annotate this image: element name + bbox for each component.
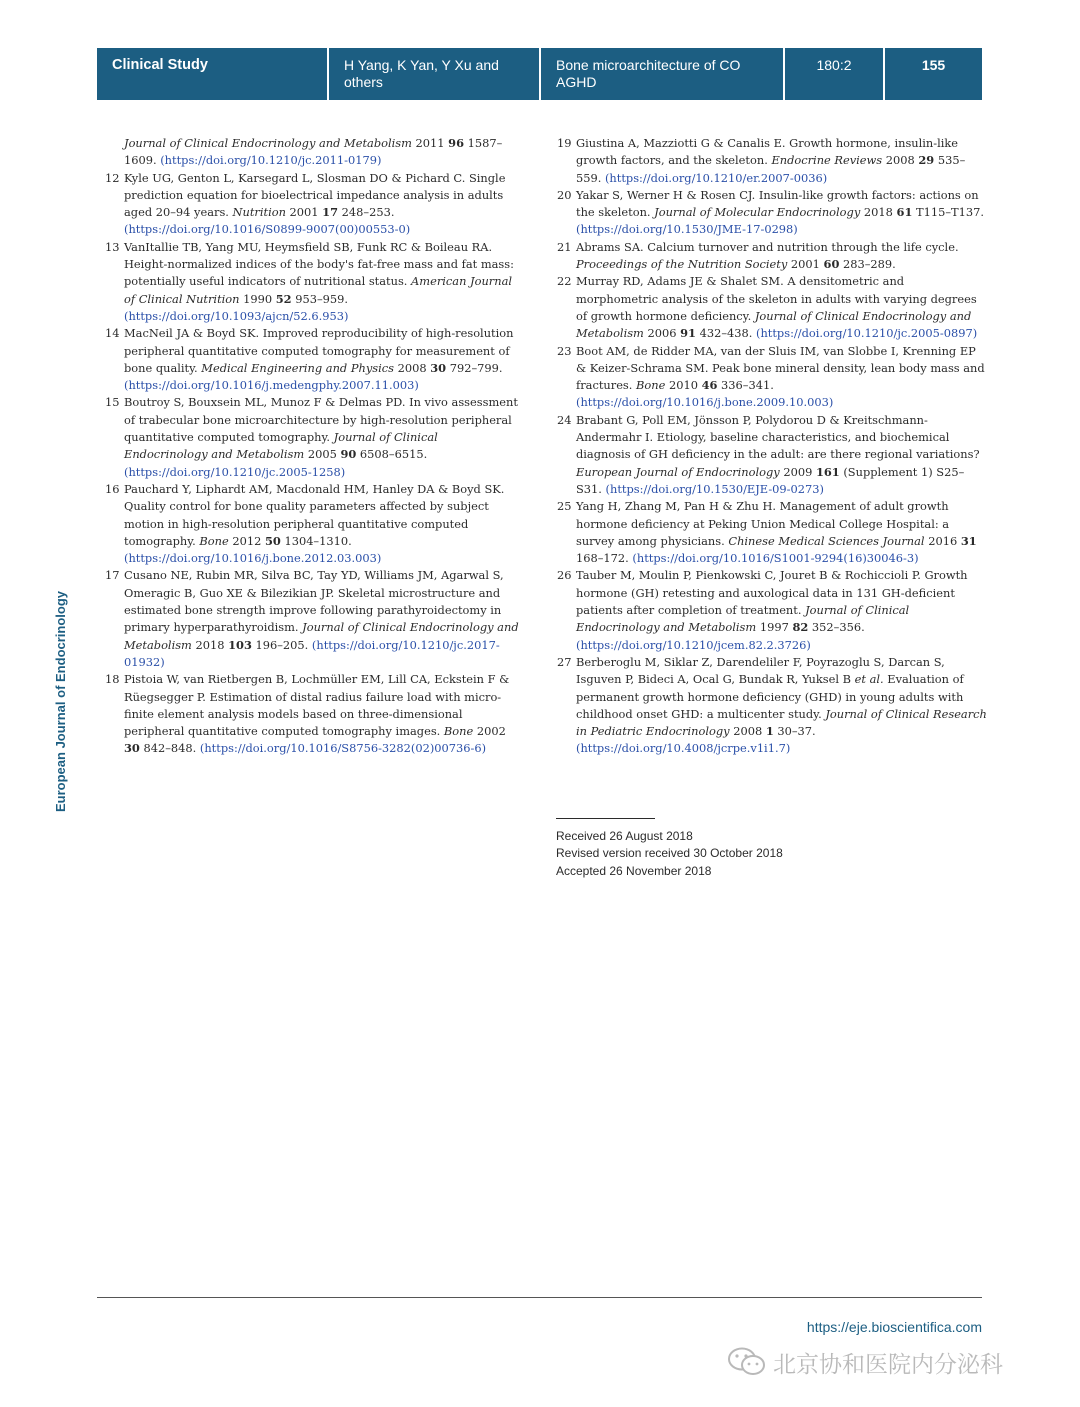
running-header (97, 48, 982, 100)
reference-text: Berberoglu M, Siklar Z, Darendeliler F, Poyrazoglu S, Darcan S, Isguven P, Bideci A, Ocal G, Bundak R, Yuksel B et al. Evaluation of permanent growth hormone deficiency (GHD) in young adults with childhood onset GHD: a multicenter study. Journal of Clinical Research in Pediatric Endocrinology 2008 1 30–37. (https://doi.org/10.4008/jcrpe.v1i1.7) (576, 654, 987, 756)
reference-text: Murray RD, Adams JE & Shalet SM. A densitometric and morphometric analysis of the skeleton in adults with varying degrees of growth hormone deficiency. Journal of Clinical Endocrinology and Metabolism 2006 91 432–438. (https://doi.org/10.1210/jc.2005-0897) (576, 274, 978, 341)
reference-number: 12 (105, 170, 120, 185)
doi-link[interactable]: (https://doi.org/10.1016/j.bone.2012.03.003) (124, 551, 382, 566)
reference-text: Cusano NE, Rubin MR, Silva BC, Tay YD, Williams JM, Agarwal S, Omeragic B, Guo XE & Bilezikian JP. Skeletal microstructure and estimated bone strength improve following parathyroidectomy in primary hyperparathyroidism. Journal of Clinical Endocrinology and Metabolism 2018 103 196–205. (https://doi.org/10.1210/jc.2017-01932) (124, 568, 519, 669)
journal-sidebar (52, 566, 70, 812)
reference-number: 25 (557, 499, 572, 514)
section-label: Clinical Study (112, 57, 208, 73)
reference-number: 16 (105, 481, 120, 496)
journal-url-link[interactable]: https://eje.bioscientifica.com (806, 1319, 982, 1335)
doi-link[interactable]: (https://doi.org/10.1016/j.medengphy.2007.11.003) (124, 378, 419, 393)
reference-text: Journal of Clinical Endocrinology and Metabolism 2011 96 1587–1609. (https://doi.org/10.1210/jc.2011-0179) (124, 136, 503, 168)
accepted-date: Accepted 26 November 2018 (556, 863, 712, 878)
reference-number: 14 (105, 326, 120, 341)
reference-text: Giustina A, Mazziotti G & Canalis E. Growth hormone, insulin-like growth factors, and the skeleton. Endocrine Reviews 2008 29 535–559. (https://doi.org/10.1210/er.2007-0036) (576, 136, 966, 185)
doi-link[interactable]: (https://doi.org/10.1210/jc.2005-0897) (756, 326, 978, 341)
reference-text: Pistoia W, van Rietbergen B, Lochmüller EM, Lill CA, Eckstein F & Rüegsegger P. Estimation of distal radius failure load with micro-finite element analysis models based on three-dimensional peripheral quantitative computed tomography images. Bone 2002 30 842–848. (https://doi.org/10.1016/S8756-3282(02)00736-6) (124, 672, 510, 756)
reference-item (557, 273, 987, 342)
reference-text: VanItallie TB, Yang MU, Heymsfield SB, Funk RC & Boileau RA. Height-normalized indices of the body's fat-free mass and fat mass: potentially useful indicators of nutritional status. American Journal of Clinical Nutrition 1990 52 953–959. (https://doi.org/10.1093/ajcn/52.6.953) (124, 239, 514, 323)
doi-link[interactable]: (https://doi.org/10.1093/ajcn/52.6.953) (124, 308, 349, 323)
reference-item (105, 239, 523, 325)
header-title: Bone microarchitecture of CO AGHD (539, 48, 783, 100)
revised-date: Revised version received 30 October 2018 (556, 846, 783, 861)
references-left-column (105, 135, 523, 758)
header-authors: H Yang, K Yan, Y Xu and others (327, 48, 539, 100)
doi-link[interactable]: (https://doi.org/10.1210/er.2007-0036) (604, 170, 828, 185)
reference-number: 23 (557, 343, 572, 358)
doi-link[interactable]: (https://doi.org/10.1210/jcem.82.2.3726) (576, 637, 811, 652)
references-right-column (557, 135, 987, 758)
doi-link[interactable]: (https://doi.org/10.1530/JME-17-0298) (576, 222, 798, 237)
reference-text: Abrams SA. Calcium turnover and nutrition through the life cycle. Proceedings of the Nutrition Society 2001 60 283–289. (576, 239, 959, 272)
article-dates (556, 828, 783, 880)
doi-link[interactable]: (https://doi.org/10.1016/j.bone.2009.10.003) (576, 395, 834, 410)
doi-link[interactable]: (https://doi.org/10.1016/S8756-3282(02)00736-6) (199, 741, 487, 756)
reference-item (105, 135, 523, 170)
doi-link[interactable]: (https://doi.org/10.1210/jc.2011-0179) (160, 153, 382, 168)
footer-divider (97, 1297, 982, 1298)
reference-item (557, 498, 987, 567)
header-volume: 180:2 (783, 48, 883, 100)
reference-number: 20 (557, 187, 572, 202)
reference-number: 19 (557, 136, 572, 150)
reference-number: 24 (557, 412, 572, 427)
reference-item (557, 187, 987, 239)
wechat-icon (727, 1346, 767, 1378)
reference-item (557, 135, 987, 187)
doi-link[interactable]: (https://doi.org/10.1530/EJE-09-0273) (605, 481, 824, 496)
reference-number: 17 (105, 568, 120, 583)
reference-text: MacNeil JA & Boyd SK. Improved reproducibility of high-resolution peripheral quantitative computed tomography for measurement of bone quality. Medical Engineering and Physics 2008 30 792–799. (https://doi.org/10.1016/j.medengphy.2007.11.003) (124, 326, 514, 393)
reference-item (105, 325, 523, 394)
reference-number: 26 (557, 568, 572, 583)
reference-text: Brabant G, Poll EM, Jönsson P, Polydorou D & Kreitschmann-Andermahr I. Etiology, baseline characteristics, and biochemical diagnosis of GH deficiency in the adult: are there regional variations? European Journal of Endocrinology 2009 161 (Supplement 1) S25–S31. (https://doi.org/10.1530/EJE-09-0273) (576, 412, 980, 496)
doi-link[interactable]: (https://doi.org/10.1210/jc.2017-01932) (124, 637, 500, 669)
reference-text: Kyle UG, Genton L, Karsegard L, Slosman DO & Pichard C. Single prediction equation for bioelectrical impedance analysis in adults aged 20–94 years. Nutrition 2001 17 248–253. (https://doi.org/10.1016/S0899-9007(00)00553-0) (124, 170, 506, 237)
reference-text: Pauchard Y, Liphardt AM, Macdonald HM, Hanley DA & Boyd SK. Quality control for bone quality parameters affected by subject motion in high-resolution peripheral quantitative computed tomography. Bone 2012 50 1304–1310. (https://doi.org/10.1016/j.bone.2012.03.003) (124, 481, 505, 566)
reference-item (557, 412, 987, 498)
reference-number: 13 (105, 239, 120, 254)
reference-item (557, 654, 987, 758)
reference-text: Yakar S, Werner H & Rosen CJ. Insulin-like growth factors: actions on the skeleton. Journal of Molecular Endocrinology 2018 61 T115–T137. (https://doi.org/10.1530/JME-17-0298) (576, 187, 984, 237)
reference-item (105, 671, 523, 757)
watermark-text: 北京协和医院内分泌科 (773, 1351, 1003, 1378)
watermark (727, 1342, 1052, 1382)
reference-text: Yang H, Zhang M, Pan H & Zhu H. Management of adult growth hormone deficiency at Peking Union Medical College Hospital: a survey among physicians. Chinese Medical Sciences Journal 2016 31 168–172. (https://doi.org/10.1016/S1001-9294(16)30046-3) (576, 499, 977, 566)
reference-item (105, 170, 523, 239)
reference-number: 21 (557, 239, 572, 254)
reference-item (557, 343, 987, 412)
reference-number: 27 (557, 654, 572, 669)
reference-item (557, 239, 987, 274)
received-date: Received 26 August 2018 (556, 829, 693, 843)
reference-text: Tauber M, Moulin P, Pienkowski C, Jouret B & Rochiccioli P. Growth hormone (GH) retesting and auxological data in 131 GH-deficient patients after completion of treatment. Journal of Clinical Endocrinology and Metabolism 1997 82 352–356. (https://doi.org/10.1210/jcem.82.2.3726) (576, 568, 968, 652)
reference-number: 22 (557, 274, 572, 289)
doi-link[interactable]: (https://doi.org/10.4008/jcrpe.v1i1.7) (576, 741, 791, 756)
reference-item (105, 481, 523, 567)
reference-text: Boutroy S, Bouxsein ML, Munoz F & Delmas PD. In vivo assessment of trabecular bone microarchitecture by high-resolution peripheral quantitative computed tomography. Journal of Clinical Endocrinology and Metabolism 2005 90 6508–6515. (https://doi.org/10.1210/jc.2005-1258) (124, 395, 518, 479)
reference-text: Boot AM, de Ridder MA, van der Sluis IM, van Slobbe I, Krenning EP & Keizer-Schrama SM. Peak bone mineral density, lean body mass and fractures. Bone 2010 46 336–341. (https://doi.org/10.1016/j.bone.2009.10.003) (576, 343, 985, 410)
dates-divider (556, 818, 655, 819)
reference-number: 18 (105, 672, 120, 687)
reference-item (105, 567, 523, 671)
doi-link[interactable]: (https://doi.org/10.1016/S1001-9294(16)30046-3) (632, 551, 919, 566)
doi-link[interactable]: (https://doi.org/10.1016/S0899-9007(00)00553-0) (124, 222, 411, 237)
journal-name: European Journal of Endocrinology (53, 590, 68, 812)
reference-number: 15 (105, 395, 120, 410)
doi-link[interactable]: (https://doi.org/10.1210/jc.2005-1258) (124, 464, 346, 479)
reference-item (105, 394, 523, 480)
page-number: 155 (883, 48, 982, 100)
reference-item (557, 567, 987, 653)
